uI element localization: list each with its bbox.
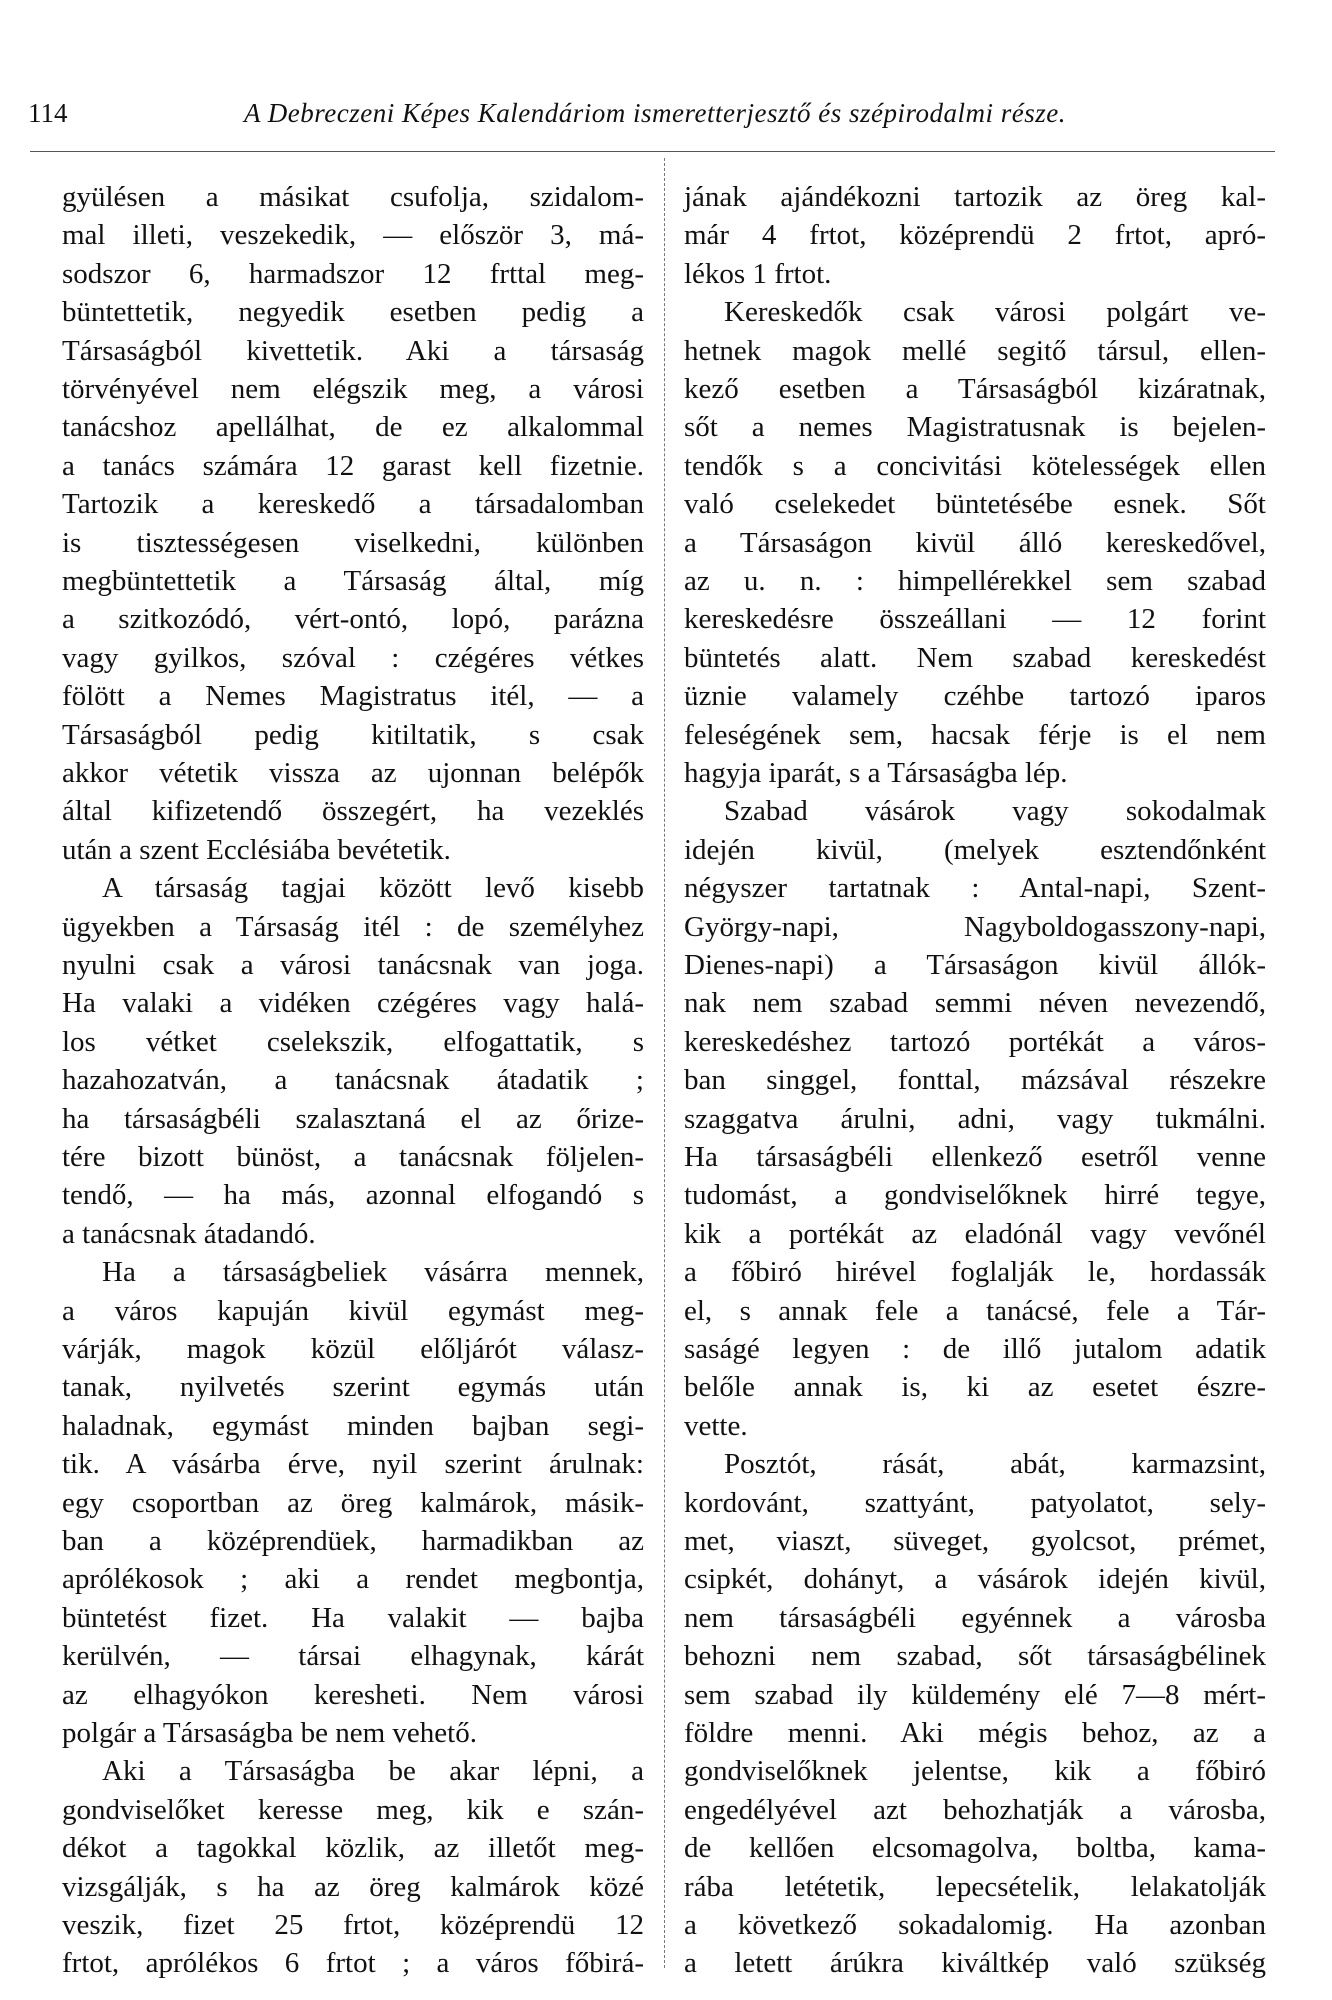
text-line: sem szabad ily küldemény elé 7—8 mért- bbox=[684, 1678, 1266, 1711]
text-line: Szabad vásárok vagy sokodalmak bbox=[724, 795, 1266, 828]
text-line: behozni nem szabad, sőt társaságbélinek bbox=[684, 1640, 1266, 1673]
text-line: tanácshoz apellálhat, de ez alkalommal bbox=[62, 411, 644, 444]
text-line: Tartozik a kereskedő a társadalomban bbox=[62, 488, 644, 521]
text-line: földre menni. Aki mégis behoz, az a bbox=[684, 1717, 1266, 1749]
text-line: Ha társaságbéli ellenkező esetről venne bbox=[684, 1141, 1266, 1173]
text-line: rába letétetik, lepecsételik, lelakatolják bbox=[684, 1870, 1266, 1903]
text-line: a letett árúkra kiváltkép való szükség bbox=[684, 1947, 1266, 1980]
text-line: tére bizott bünöst, a tanácsnak följelen- bbox=[62, 1141, 644, 1173]
text-line: a város kapuján kivül egymást meg- bbox=[62, 1294, 644, 1327]
text-line: üznie valamely czéhbe tartozó iparos bbox=[684, 680, 1266, 713]
text-line: de kellően elcsomagolva, boltba, kama- bbox=[684, 1832, 1266, 1865]
text-line: tendők s a concivitási kötelességek ellen bbox=[684, 449, 1266, 482]
text-line: ha társaságbéli szalasztaná el az őrize- bbox=[62, 1102, 644, 1135]
text-line: az elhagyókon keresheti. Nem városi bbox=[62, 1678, 644, 1711]
text-line: a szitkozódó, vért-ontó, lopó, parázna bbox=[62, 603, 644, 636]
text-line: Dienes-napi) a Társaságon kivül állók- bbox=[684, 949, 1266, 981]
text-line: kordovánt, szattyánt, patyolatot, sely- bbox=[684, 1486, 1266, 1519]
text-line: törvényével nem elégszik meg, a városi bbox=[62, 373, 644, 405]
text-line: saságé legyen : de illő jutalom adatik bbox=[684, 1333, 1266, 1365]
text-line: György-napi, Nagyboldogasszony-napi, bbox=[684, 910, 1266, 943]
text-line: is tisztességesen viselkedni, különben bbox=[62, 526, 644, 559]
text-line: négyszer tartatnak : Antal-napi, Szent- bbox=[684, 872, 1266, 905]
text-line: a tanácsnak átadandó. bbox=[62, 1217, 316, 1250]
column-divider bbox=[664, 158, 665, 1968]
text-line: mal illeti, veszekedik, — először 3, má- bbox=[62, 219, 644, 252]
text-line: várják, magok közül előljárót válasz- bbox=[62, 1333, 644, 1365]
text-line: idején kivül, (melyek esztendőnként bbox=[684, 833, 1266, 866]
text-line: vette. bbox=[684, 1409, 748, 1442]
text-line: nak nem szabad semmi néven nevezendő, bbox=[684, 987, 1266, 1020]
text-line: ban singgel, fonttal, mázsával részekre bbox=[684, 1064, 1266, 1097]
text-line: hagyja iparát, s a Társaságba lép. bbox=[684, 757, 1068, 789]
text-line: Társaságból pedig kitiltatik, s csak bbox=[62, 718, 644, 751]
text-line: ügyekben a Társaság itél : de személyhez bbox=[62, 910, 644, 943]
text-line: lékos 1 frtot. bbox=[684, 257, 832, 290]
text-line: jának ajándékozni tartozik az öreg kal- bbox=[684, 181, 1266, 213]
text-line: kereskedéshez tartozó portékát a város- bbox=[684, 1025, 1266, 1058]
text-line: nem társaságbéli egyénnek a városba bbox=[684, 1601, 1266, 1634]
text-line: sodszor 6, harmadszor 12 frttal meg- bbox=[62, 257, 644, 290]
page-header bbox=[0, 98, 1332, 138]
text-line: megbüntettetik a Társaság által, míg bbox=[62, 565, 644, 597]
text-line: kező esetben a Társaságból kizáratnak, bbox=[684, 373, 1266, 405]
text-line: kik a portékát az eladónál vagy vevőnél bbox=[684, 1217, 1266, 1250]
text-line: büntetés alatt. Nem szabad kereskedést bbox=[684, 641, 1266, 674]
text-line: Ha a társaságbeliek vásárra mennek, bbox=[102, 1256, 644, 1289]
text-line: Posztót, rását, abát, karmazsint, bbox=[724, 1448, 1266, 1481]
text-line: gyülésen a másikat csufolja, szidalom- bbox=[62, 181, 644, 213]
text-line: polgár a Társaságba be nem vehető. bbox=[62, 1717, 477, 1749]
text-line: ban a középrendüek, harmadikban az bbox=[62, 1525, 644, 1557]
text-line: már 4 frtot, középrendü 2 frtot, apró- bbox=[684, 219, 1266, 252]
text-line: után a szent Ecclésiába bevétetik. bbox=[62, 833, 451, 866]
text-line: tanak, nyilvetés szerint egymás után bbox=[62, 1371, 644, 1404]
text-line: való cselekedet büntetésébe esnek. Sőt bbox=[684, 488, 1266, 521]
text-line: Aki a Társaságba be akar lépni, a bbox=[102, 1755, 644, 1788]
text-line: a következő sokadalomig. Ha azonban bbox=[684, 1909, 1266, 1941]
text-line: egy csoportban az öreg kalmárok, másik- bbox=[62, 1486, 644, 1519]
text-line: engedélyével azt behozhatják a városba, bbox=[684, 1793, 1266, 1826]
text-line: akkor vétetik vissza az ujonnan belépők bbox=[62, 757, 644, 789]
header-rule bbox=[30, 151, 1275, 152]
text-line: el, s annak fele a tanácsé, fele a Tár- bbox=[684, 1294, 1266, 1327]
text-line: tendő, — ha más, azonnal elfogandó s bbox=[62, 1179, 644, 1212]
text-line: vizsgálják, s ha az öreg kalmárok közé bbox=[62, 1870, 644, 1903]
text-line: gondviselőknek jelentse, kik a főbiró bbox=[684, 1755, 1266, 1788]
text-line: az u. n. : himpellérekkel sem szabad bbox=[684, 565, 1266, 597]
text-line: los vétket cselekszik, elfogattatik, s bbox=[62, 1025, 644, 1058]
text-line: veszik, fizet 25 frtot, középrendü 12 bbox=[62, 1909, 644, 1941]
text-line: Ha valaki a vidéken czégéres vagy halá- bbox=[62, 987, 644, 1020]
text-line: aprólékosok ; aki a rendet megbontja, bbox=[62, 1563, 644, 1596]
text-line: met, viaszt, süveget, gyolcsot, prémet, bbox=[684, 1525, 1266, 1557]
text-line: kerülvén, — társai elhagynak, kárát bbox=[62, 1640, 644, 1673]
text-line: belőle annak is, ki az esetet észre- bbox=[684, 1371, 1266, 1404]
text-line: sőt a nemes Magistratusnak is bejelen- bbox=[684, 411, 1266, 444]
text-line: A társaság tagjai között levő kisebb bbox=[102, 872, 644, 905]
text-line: nyulni csak a városi tanácsnak van joga. bbox=[62, 949, 644, 981]
text-line: szaggatva árulni, adni, vagy tukmálni. bbox=[684, 1102, 1266, 1135]
text-line: a Társaságon kivül álló kereskedővel, bbox=[684, 526, 1266, 559]
text-line: a főbiró hirével foglalják le, hordassák bbox=[684, 1256, 1266, 1289]
text-line: csipkét, dohányt, a vásárok idején kivül, bbox=[684, 1563, 1266, 1596]
text-line: feleségének sem, hacsak férje is el nem bbox=[684, 718, 1266, 751]
text-line: kereskedésre összeállani — 12 forint bbox=[684, 603, 1266, 636]
text-line: a tanács számára 12 garast kell fizetnie. bbox=[62, 449, 644, 482]
text-line: frtot, aprólékos 6 frtot ; a város főbirá- bbox=[62, 1947, 644, 1980]
running-title: A Debreczeni Képes Kalendáriom ismeretterjesztő és szépirodalmi része. bbox=[244, 98, 1066, 128]
text-line: fölött a Nemes Magistratus itél, — a bbox=[62, 680, 644, 713]
text-line: Kereskedők csak városi polgárt ve- bbox=[724, 296, 1266, 329]
page-number: 114 bbox=[28, 98, 68, 128]
text-line: tudomást, a gondviselőknek hirré tegye, bbox=[684, 1179, 1266, 1212]
text-line: haladnak, egymást minden bajban segi- bbox=[62, 1409, 644, 1442]
text-line: gondviselőket keresse meg, kik e szán- bbox=[62, 1793, 644, 1826]
text-line: tik. A vásárba érve, nyil szerint árulnak: bbox=[62, 1448, 644, 1481]
text-line: hazahozatván, a tanácsnak átadatik ; bbox=[62, 1064, 644, 1097]
text-line: által kifizetendő összegért, ha vezeklés bbox=[62, 795, 644, 828]
text-line: büntetést fizet. Ha valakit — bajba bbox=[62, 1601, 644, 1634]
text-line: hetnek magok mellé segitő társul, ellen- bbox=[684, 334, 1266, 367]
text-line: dékot a tagokkal közlik, az illetőt meg- bbox=[62, 1832, 644, 1865]
text-line: büntettetik, negyedik esetben pedig a bbox=[62, 296, 644, 329]
text-line: vagy gyilkos, szóval : czégéres vétkes bbox=[62, 641, 644, 674]
text-line: Társaságból kivettetik. Aki a társaság bbox=[62, 334, 644, 367]
